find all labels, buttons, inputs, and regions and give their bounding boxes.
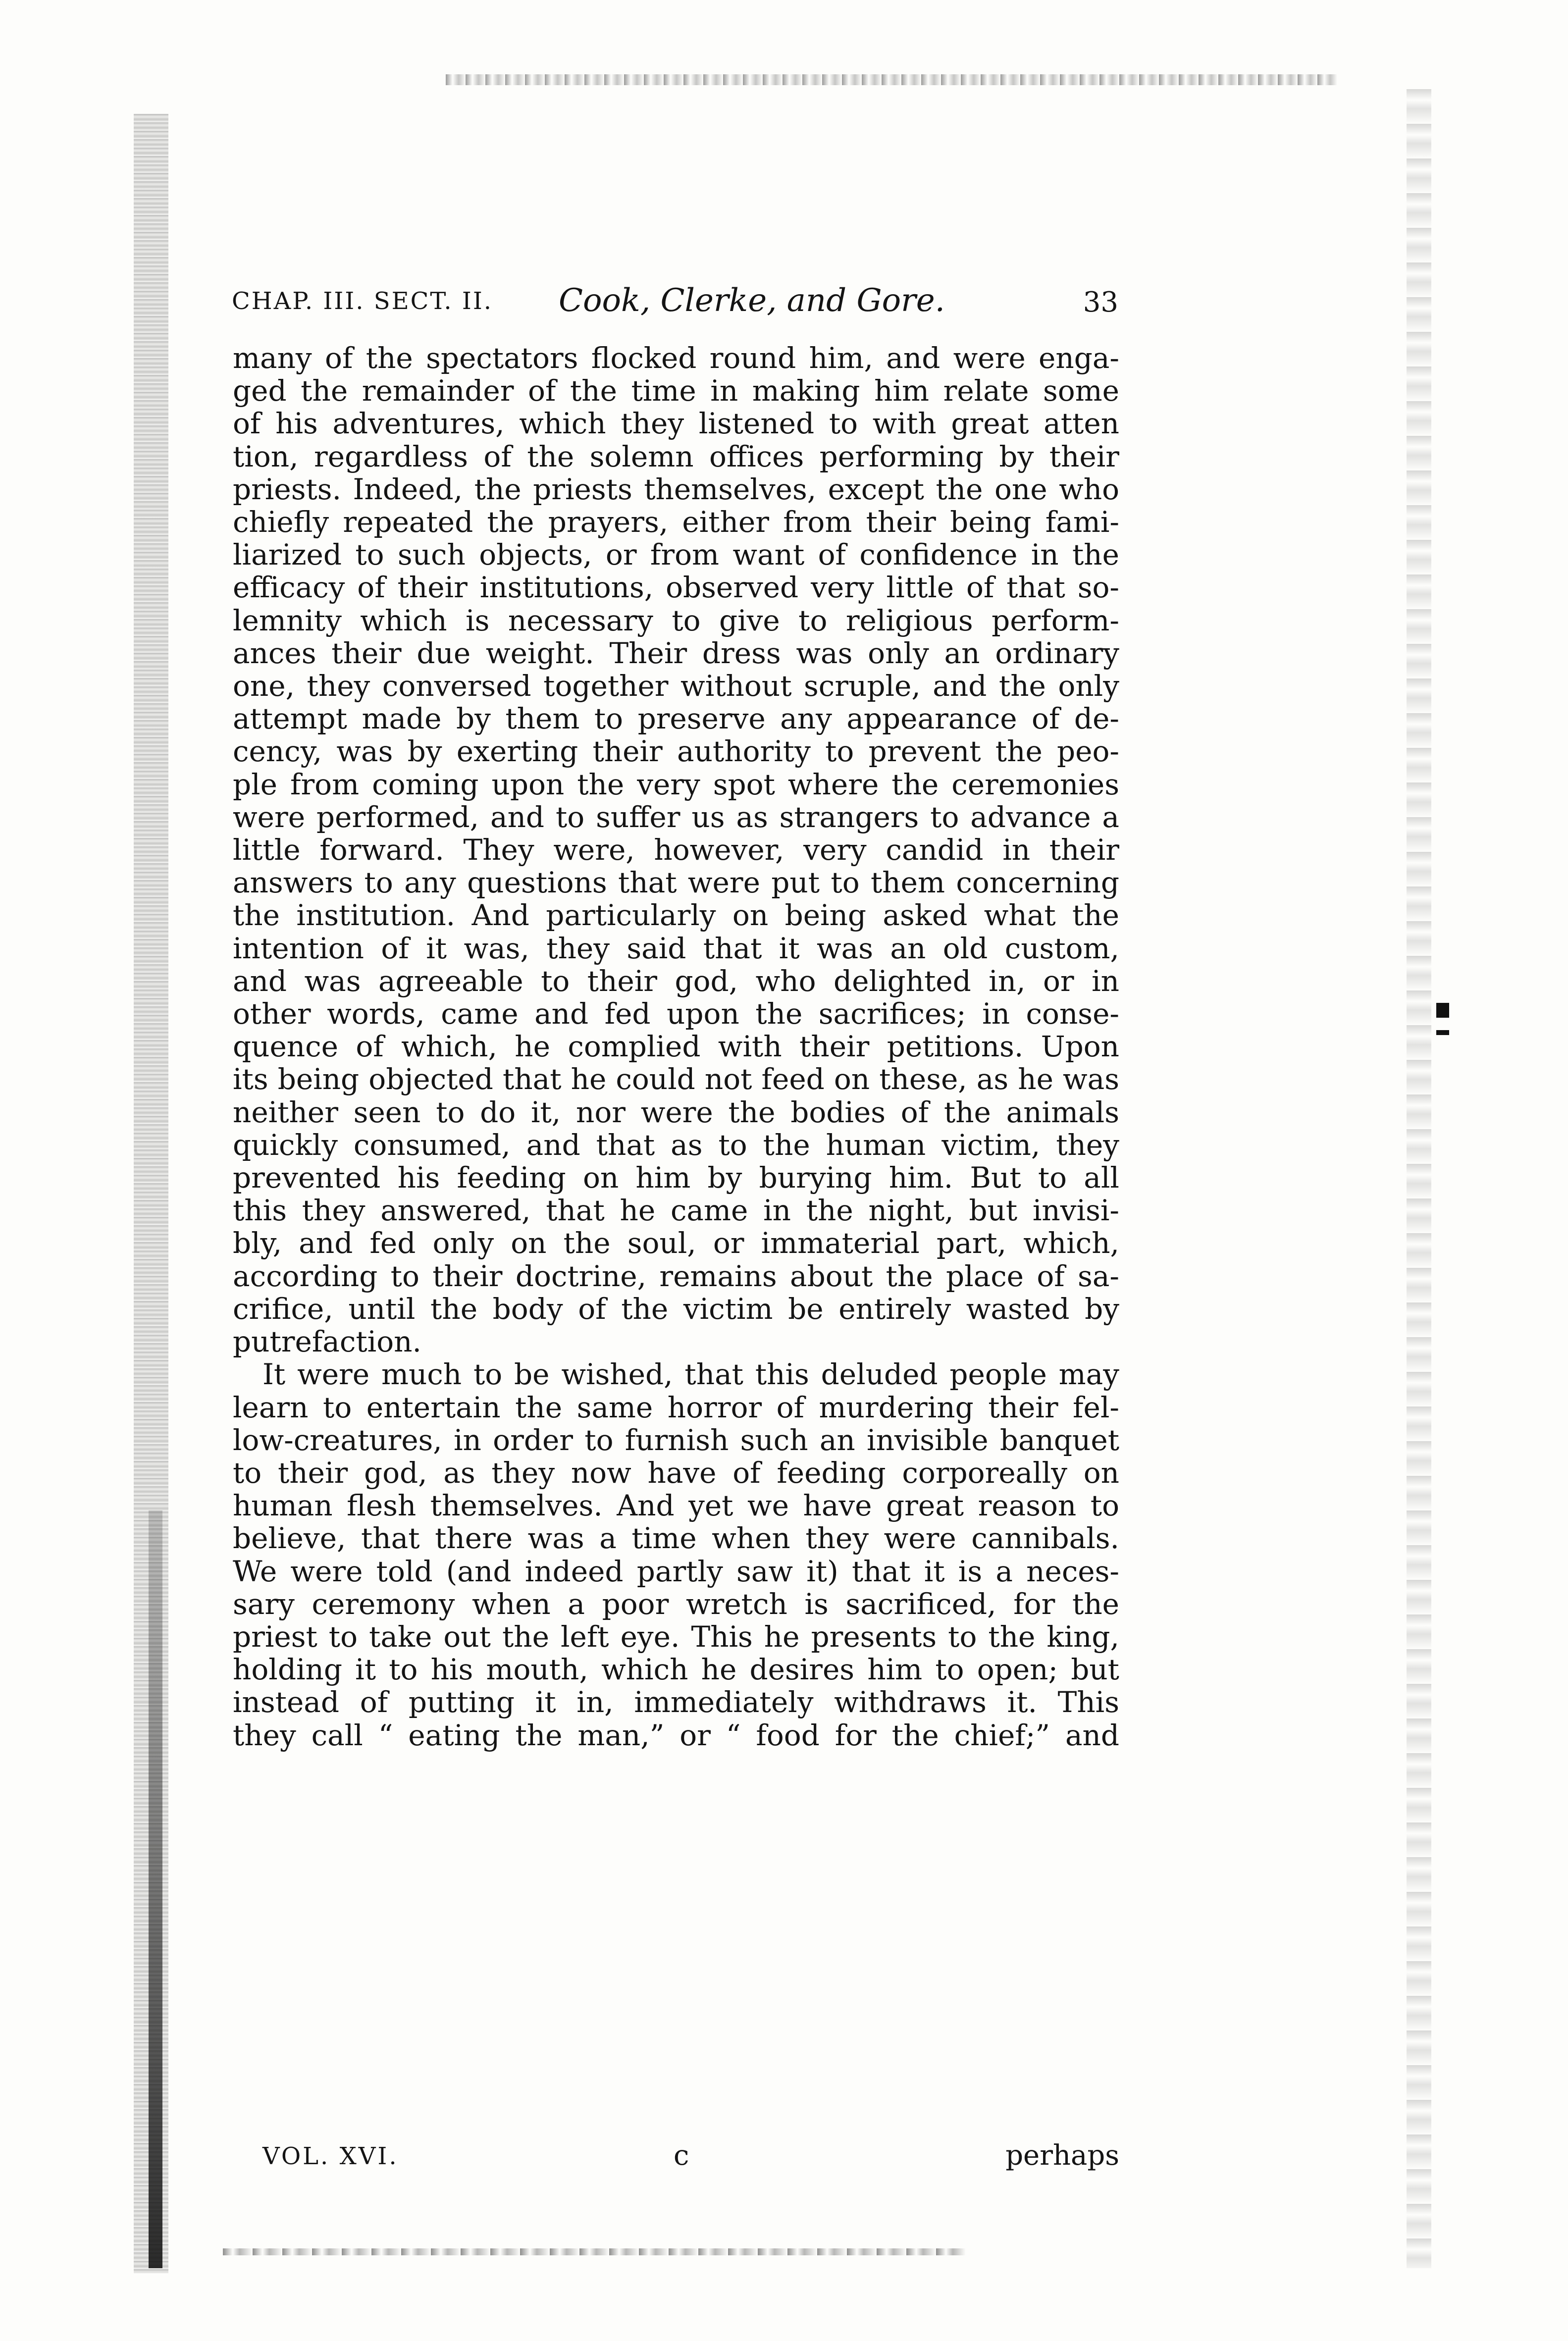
text-line: they call “ eating the man,” or “ food for the chief;” and [233, 1718, 1119, 1752]
catchword: perhaps [1005, 2139, 1119, 2172]
text-line: to their god, as they now have of feeding corporeally on [233, 1456, 1119, 1490]
page-number: 33 [1083, 286, 1118, 318]
running-title: Cook, Clerke, and Gore. [559, 282, 945, 319]
text-line: this they answered, that he came in the night, but invisi- [233, 1194, 1119, 1228]
top-edge-noise [446, 74, 1337, 85]
signature-mark: c [674, 2139, 689, 2172]
body-text [233, 342, 1119, 1752]
bottom-edge-noise [223, 2248, 966, 2255]
text-line: attempt made by them to preserve any appearance of de- [233, 702, 1119, 736]
paragraph-end-line: putrefaction. [233, 1325, 421, 1359]
text-line: ances their due weight. Their dress was only an ordinary [233, 636, 1119, 670]
text-line: efficacy of their institutions, observed very little of that so- [233, 571, 1119, 605]
right-edge-noise [1407, 89, 1431, 2268]
text-line: of his adventures, which they listened to with great atten [233, 407, 1119, 441]
text-line: little forward. They were, however, very candid in their [233, 833, 1119, 867]
text-line: liarized to such objects, or from want of confidence in the [233, 538, 1119, 572]
text-line: learn to entertain the same horror of murdering their fel- [233, 1390, 1119, 1424]
edge-mark [1436, 1003, 1449, 1018]
edge-mark [1436, 1030, 1449, 1035]
page-footer [262, 2139, 1119, 2179]
text-line: intention of it was, they said that it was an old custom, [233, 931, 1119, 965]
text-line: believe, that there was a time when they were cannibals. [233, 1521, 1119, 1556]
text-line: ple from coming upon the very spot where the ceremonies [233, 767, 1119, 801]
text-line: prevented his feeding on him by burying him. But to all [233, 1161, 1119, 1195]
text-line: human flesh themselves. And yet we have great reason to [233, 1489, 1119, 1523]
text-line: bly, and fed only on the soul, or immaterial part, which, [233, 1226, 1119, 1260]
binding-shadow-dark [149, 1510, 162, 2268]
running-head [232, 282, 1118, 327]
text-line: lemnity which is necessary to give to religious perform- [233, 603, 1119, 637]
text-line: ged the remainder of the time in making him relate some [233, 374, 1119, 408]
text-line: priests. Indeed, the priests themselves, except the one who [233, 472, 1119, 506]
text-line: tion, regardless of the solemn offices performing by their [233, 439, 1119, 473]
text-line: We were told (and indeed partly saw it) that it is a neces- [233, 1554, 1119, 1588]
text-line: answers to any questions that were put to them concerning [233, 866, 1119, 900]
text-line: the institution. And particularly on being asked what the [233, 898, 1119, 933]
text-line: one, they conversed together without scruple, and the only [233, 669, 1119, 703]
text-line: crifice, until the body of the victim be entirely wasted by [233, 1292, 1119, 1326]
text-line: and was agreeable to their god, who delighted in, or in [233, 964, 1119, 998]
text-line: many of the spectators flocked round him, and were enga- [233, 341, 1119, 375]
text-line: priest to take out the left eye. This he presents to the king, [233, 1619, 1119, 1654]
text-line: holding it to his mouth, which he desires him to open; but [233, 1653, 1119, 1687]
text-line: cency, was by exerting their authority to prevent the peo- [233, 734, 1119, 769]
chapter-section-label: CHAP. III. SECT. II. [232, 287, 493, 315]
text-line: sary ceremony when a poor wretch is sacrificed, for the [233, 1587, 1119, 1621]
text-line: other words, came and fed upon the sacrifices; in conse- [233, 997, 1119, 1031]
text-line: according to their doctrine, remains about the place of sa- [233, 1259, 1119, 1293]
text-line: chiefly repeated the prayers, either from their being fami- [233, 505, 1119, 539]
text-line: instead of putting it in, immediately withdraws it. This [233, 1685, 1119, 1719]
text-line: quence of which, he complied with their petitions. Upon [233, 1030, 1119, 1064]
paragraph-first-line: It were much to be wished, that this deluded people may [262, 1357, 1119, 1392]
text-line: quickly consumed, and that as to the human victim, they [233, 1128, 1119, 1162]
text-line: neither seen to do it, nor were the bodies of the animals [233, 1095, 1119, 1129]
text-line: low-creatures, in order to furnish such an invisible banquet [233, 1423, 1119, 1457]
text-line: its being objected that he could not feed on these, as he was [233, 1062, 1119, 1096]
volume-label: VOL. XVI. [262, 2142, 399, 2170]
text-line: were performed, and to suffer us as strangers to advance a [233, 800, 1119, 834]
